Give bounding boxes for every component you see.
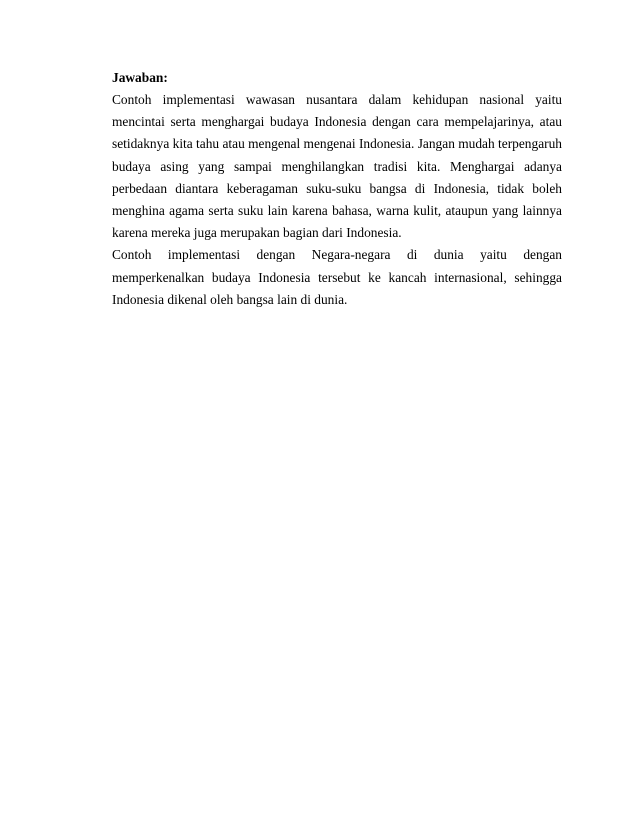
document-body	[112, 67, 562, 311]
paragraph-national-implementation: Contoh implementasi wawasan nusantara dalam kehidupan nasional yaitu mencintai serta menghargai budaya Indonesia dengan cara mempelajarinya, atau setidaknya kita tahu atau mengenal mengenai Indonesia. Jangan mudah terpengaruh budaya asing yang sampai menghilangkan tradisi kita. Menghargai adanya perbedaan diantara keberagaman suku-suku bangsa di Indonesia, tidak boleh menghina agama serta suku lain karena bahasa, warna kulit, ataupun yang lainnya karena mereka juga merupakan bagian dari Indonesia.	[112, 92, 562, 241]
answer-heading: Jawaban:	[112, 70, 168, 85]
paragraph-international-implementation: Contoh implementasi dengan Negara-negara di dunia yaitu dengan memperkenalkan budaya Indonesia tersebut ke kancah internasional, sehingga Indonesia dikenal oleh bangsa lain di dunia.	[112, 247, 562, 307]
